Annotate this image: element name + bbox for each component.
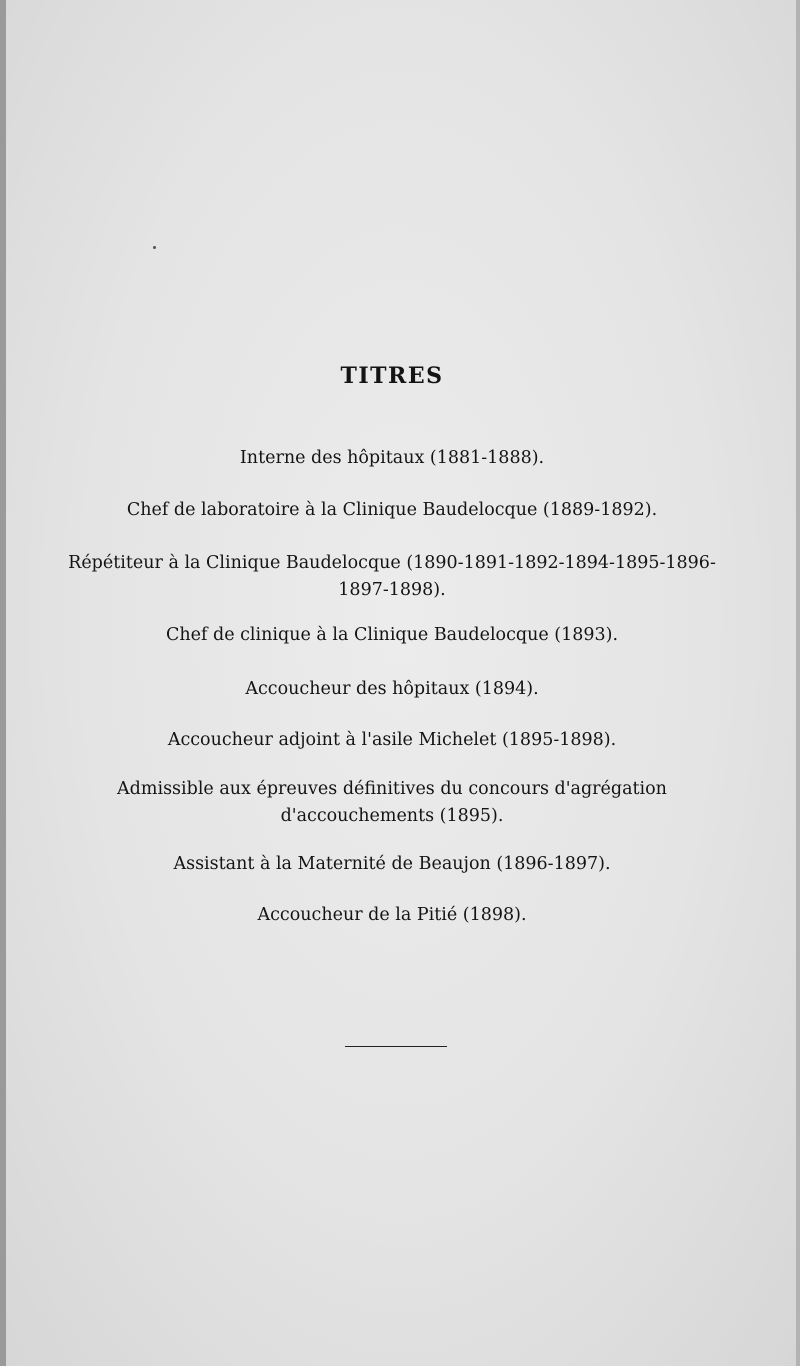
paper-speck [153,246,156,249]
entry-line: Chef de laboratoire à la Clinique Baudelocque (1889-1892). [126,500,658,520]
entry-accoucheur-pitie [0,902,784,929]
entry-line: Accoucheur des hôpitaux (1894). [245,679,539,699]
entry-line: Chef de clinique à la Clinique Baudelocque (1893). [165,625,619,645]
entry-line: Accoucheur de la Pitié (1898). [257,905,527,925]
entry-chef-clinique [0,622,784,649]
entry-accoucheur-adjoint [0,727,784,754]
closing-rule [345,1046,447,1047]
page-title: TITRES [340,363,444,389]
entry-admissible [0,776,784,830]
entry-chef-laboratoire [0,497,784,524]
entry-assistant [0,851,784,878]
entry-line: 1897-1898). [338,580,446,600]
page-right-edge-shadow [796,0,800,1366]
entry-line: d'accouchements (1895). [280,806,504,826]
entry-line: Admissible aux épreuves définitives du concours d'agrégation [117,779,667,799]
entry-line: Interne des hôpitaux (1881-1888). [239,448,545,468]
entry-accoucheur-hopitaux [0,676,784,703]
entry-line: Accoucheur adjoint à l'asile Michelet (1895-1898). [167,730,617,750]
entry-line: Assistant à la Maternité de Beaujon (1896-1897). [173,854,611,874]
entry-repetiteur [0,550,784,604]
entry-interne [0,445,784,472]
entry-line: Répétiteur à la Clinique Baudelocque (1890-1891-1892-1894-1895-1896- [68,553,716,573]
